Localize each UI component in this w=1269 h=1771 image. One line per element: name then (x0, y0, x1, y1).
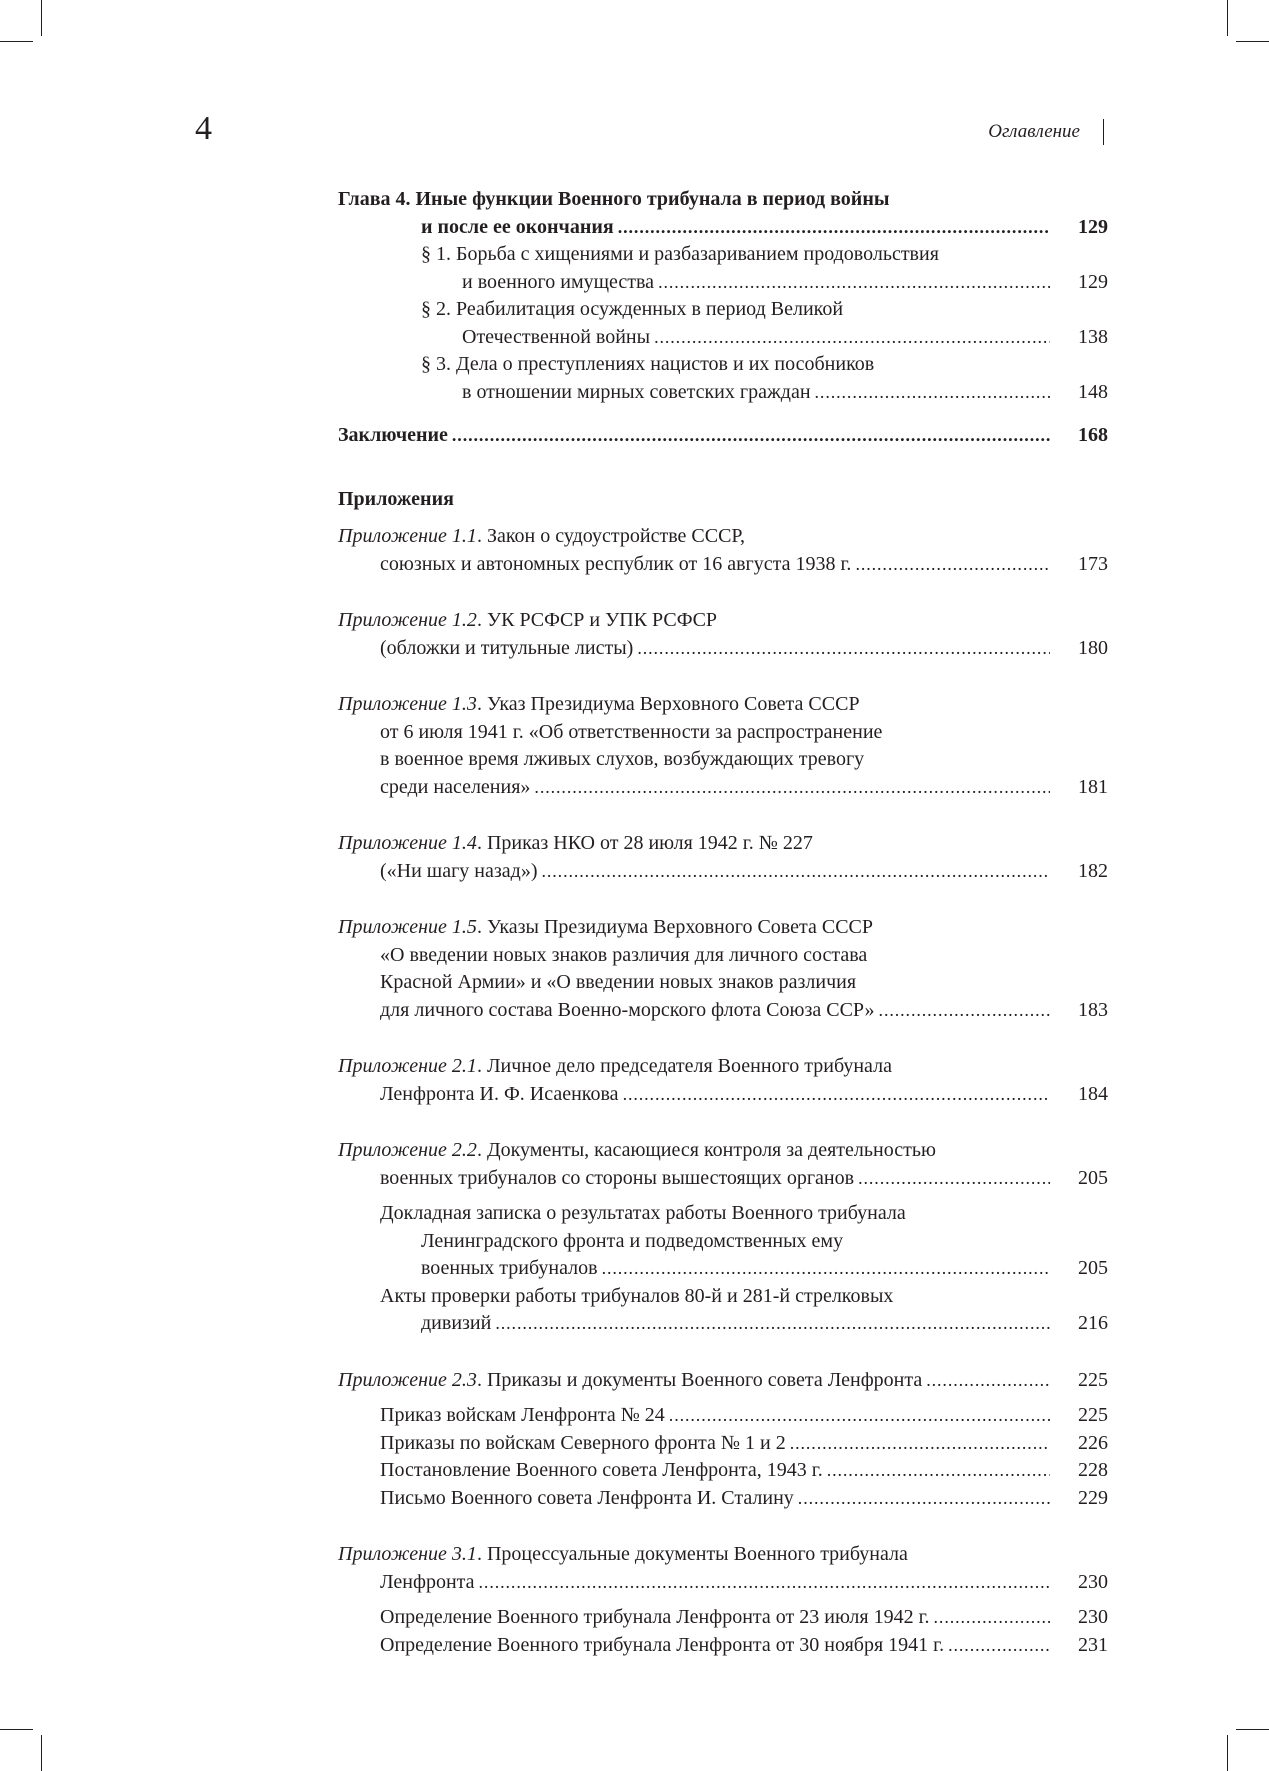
leader-dots (786, 1430, 1050, 1458)
section-title-continuation[interactable] (338, 324, 1108, 352)
entry-label: Отечественной войны (462, 325, 651, 348)
page-ref: 138 (1078, 325, 1108, 348)
appendix-number: Приложение 2.2 (338, 1139, 477, 1161)
page-ref: 184 (1078, 1082, 1108, 1105)
appendix-text: . Приказы и документы Военного совета Ленфронта (476, 1368, 923, 1391)
entry-label: Заключение (338, 424, 448, 446)
page-ref: 231 (1078, 1633, 1108, 1656)
document-entry[interactable] (338, 1632, 1108, 1660)
page-ref: 205 (1078, 1257, 1108, 1279)
entry-label: и военного имущества (462, 270, 655, 293)
page-ref: 230 (1078, 1606, 1108, 1628)
section-title-continuation[interactable] (338, 269, 1108, 297)
leader-dots (811, 379, 1050, 407)
appendix-title-continuation[interactable]: от 6 июля 1941 г. «Об ответственности за распространение (380, 720, 883, 743)
leader-dots (930, 1604, 1050, 1632)
entry-label: Определение Военного трибунала Ленфронта от 23 июля 1942 г. (380, 1606, 930, 1628)
page-ref: 168 (1078, 424, 1108, 446)
page-ref: 225 (1078, 1404, 1108, 1426)
entry-label (338, 1367, 922, 1395)
section-title-continuation[interactable] (338, 379, 1108, 407)
document-entry[interactable] (338, 1402, 1108, 1430)
appendix-text: . Документы, касающиеся контроля за деятельностью (476, 1139, 936, 1161)
entry-label: («Ни шагу назад») (380, 859, 538, 882)
entry-label: дивизий (421, 1312, 492, 1334)
crop-mark (1227, 1735, 1228, 1771)
appendix-text: . Приказ НКО от 28 июля 1942 г. № 227 (476, 832, 813, 854)
entry-label: Ленфронта И. Ф. Исаенкова (380, 1082, 619, 1105)
leader-dots (650, 324, 1050, 352)
page-ref: 229 (1078, 1486, 1108, 1509)
appendix-number: Приложение 1.4 (338, 832, 477, 854)
appendix-title-continuation[interactable] (338, 1569, 1108, 1597)
crop-mark (1227, 0, 1228, 36)
appendix-title-continuation[interactable] (338, 858, 1108, 886)
appendix-number: Приложение 1.3 (338, 693, 477, 715)
entry-label: Приказ войскам Ленфронта № 24 (380, 1404, 665, 1426)
appendix-title[interactable] (338, 1367, 1108, 1395)
appendix-title-continuation[interactable]: Красной Армии» и «О введении новых знаков различия (380, 971, 857, 993)
leader-dots (448, 422, 1050, 450)
page-ref: 181 (1078, 775, 1108, 798)
appendix-text: . Закон о судоустройстве СССР, (476, 525, 746, 547)
chapter-title-continuation[interactable] (338, 214, 1108, 242)
appendix-title[interactable] (338, 523, 1108, 551)
appendix-number: Приложение 1.1 (338, 525, 477, 547)
page-ref: 173 (1078, 552, 1108, 575)
document-title-continuation[interactable]: Ленинградского фронта и подведомственных ему (421, 1229, 844, 1252)
appendix-text: . Указы Президиума Верховного Совета СССР (476, 916, 874, 938)
running-title-rule (1103, 119, 1104, 145)
entry-label: и после ее окончания (421, 215, 614, 238)
appendix-title[interactable] (338, 691, 1108, 719)
appendix-title-continuation[interactable]: «О введении новых знаков различия для личного состава (380, 943, 868, 966)
entry-label: для личного состава Военно-морского флота Союза ССР» (380, 998, 875, 1021)
section-title[interactable]: § 1. Борьба с хищениями и разбазариванием продовольствия (421, 243, 939, 265)
document-entry[interactable] (338, 1604, 1108, 1632)
page-number: 4 (195, 110, 212, 147)
document-entry[interactable] (338, 1457, 1108, 1485)
leader-dots (794, 1485, 1050, 1513)
appendix-title-continuation[interactable] (338, 1165, 1108, 1193)
appendix-title-continuation[interactable] (338, 997, 1108, 1025)
entry-label: Письмо Военного совета Ленфронта И. Сталину (380, 1486, 794, 1509)
leader-dots (851, 551, 1050, 579)
page-ref: 230 (1078, 1570, 1108, 1593)
document-title[interactable]: Акты проверки работы трибуналов 80-й и 281-й стрелковых (380, 1284, 894, 1307)
document-title[interactable]: Докладная записка о результатах работы Военного трибунала (380, 1202, 906, 1224)
leader-dots (537, 858, 1050, 886)
conclusion-entry[interactable] (338, 422, 1108, 450)
entry-label: в отношении мирных советских граждан (462, 380, 811, 403)
page-ref: 129 (1078, 270, 1108, 293)
appendix-title-continuation[interactable] (338, 774, 1108, 802)
leader-dots (654, 269, 1050, 297)
page-ref: 180 (1078, 636, 1108, 659)
section-title[interactable]: § 3. Дела о преступлениях нацистов и их пособников (421, 353, 875, 375)
running-title: Оглавление (988, 121, 1080, 142)
entry-label: военных трибуналов со стороны вышестоящих органов (380, 1166, 855, 1189)
page-ref: 183 (1078, 998, 1108, 1021)
crop-mark (1236, 1729, 1269, 1730)
crop-mark (1236, 41, 1269, 42)
appendix-text: . Личное дело председателя Военного трибунала (476, 1055, 892, 1077)
leader-dots (491, 1310, 1050, 1338)
leader-dots (633, 635, 1050, 663)
crop-mark (0, 1729, 33, 1730)
appendix-text: . Процессуальные документы Военного трибунала (476, 1543, 908, 1565)
section-title[interactable]: § 2. Реабилитация осужденных в период Великой (421, 298, 844, 320)
leader-dots (530, 774, 1050, 802)
page-ref: 129 (1078, 215, 1108, 238)
entry-label: военных трибуналов (421, 1257, 598, 1279)
appendix-text: . УК РСФСР и УПК РСФСР (476, 609, 718, 631)
leader-dots (598, 1255, 1050, 1283)
entry-label: Ленфронта (380, 1570, 475, 1593)
entry-label: среди населения» (380, 775, 531, 798)
page-ref: 205 (1078, 1166, 1108, 1189)
appendix-title-continuation[interactable] (338, 635, 1108, 663)
leader-dots (944, 1632, 1050, 1660)
leader-dots (619, 1081, 1050, 1109)
appendix-title-continuation[interactable] (338, 1081, 1108, 1109)
appendix-title[interactable] (338, 1541, 1108, 1569)
page-ref: 182 (1078, 859, 1108, 882)
appendix-title[interactable] (338, 830, 1108, 858)
page-ref: 216 (1078, 1312, 1108, 1334)
appendix-title[interactable] (338, 1137, 1108, 1165)
document-entry[interactable] (338, 1485, 1108, 1513)
appendices-heading: Приложения (338, 487, 454, 510)
table-of-contents (338, 186, 1108, 1659)
page-ref: 228 (1078, 1459, 1108, 1481)
appendix-number: Приложение 1.2 (338, 609, 477, 631)
leader-dots (823, 1457, 1050, 1485)
page-ref: 226 (1078, 1431, 1108, 1454)
entry-label: (обложки и титульные листы) (380, 636, 634, 659)
entry-label: Определение Военного трибунала Ленфронта от 30 ноября 1941 г. (380, 1633, 945, 1656)
appendix-number: Приложение 3.1 (338, 1543, 477, 1565)
appendix-title[interactable] (338, 1053, 1108, 1081)
leader-dots (665, 1402, 1050, 1430)
crop-mark (0, 41, 33, 42)
crop-mark (41, 1735, 42, 1771)
leader-dots (475, 1569, 1050, 1597)
appendix-number: Приложение 1.5 (338, 916, 477, 938)
chapter-title[interactable]: Глава 4. Иные функции Военного трибунала в период войны (338, 188, 890, 210)
page-ref: 148 (1078, 380, 1108, 403)
appendix-title-continuation[interactable]: в военное время лживых слухов, возбуждающих тревогу (380, 748, 865, 770)
crop-mark (41, 0, 42, 36)
leader-dots (875, 997, 1050, 1025)
entry-label: Приказы по войскам Северного фронта № 1 и 2 (380, 1431, 786, 1454)
entry-label: Постановление Военного совета Ленфронта, 1943 г. (380, 1459, 823, 1481)
document-title-continuation[interactable] (338, 1255, 1108, 1283)
document-title-continuation[interactable] (338, 1310, 1108, 1338)
appendix-number: Приложение 2.1 (338, 1055, 477, 1077)
leader-dots (614, 214, 1050, 242)
appendix-text: . Указ Президиума Верховного Совета СССР (476, 693, 860, 715)
appendix-title[interactable] (338, 914, 1108, 942)
page-ref: 225 (1078, 1368, 1108, 1391)
appendix-title[interactable] (338, 607, 1108, 635)
document-entry[interactable] (338, 1430, 1108, 1458)
appendix-title-continuation[interactable] (338, 551, 1108, 579)
appendix-number: Приложение 2.3 (338, 1368, 477, 1391)
leader-dots (922, 1367, 1050, 1395)
entry-label: союзных и автономных республик от 16 августа 1938 г. (380, 552, 852, 575)
leader-dots (854, 1165, 1050, 1193)
